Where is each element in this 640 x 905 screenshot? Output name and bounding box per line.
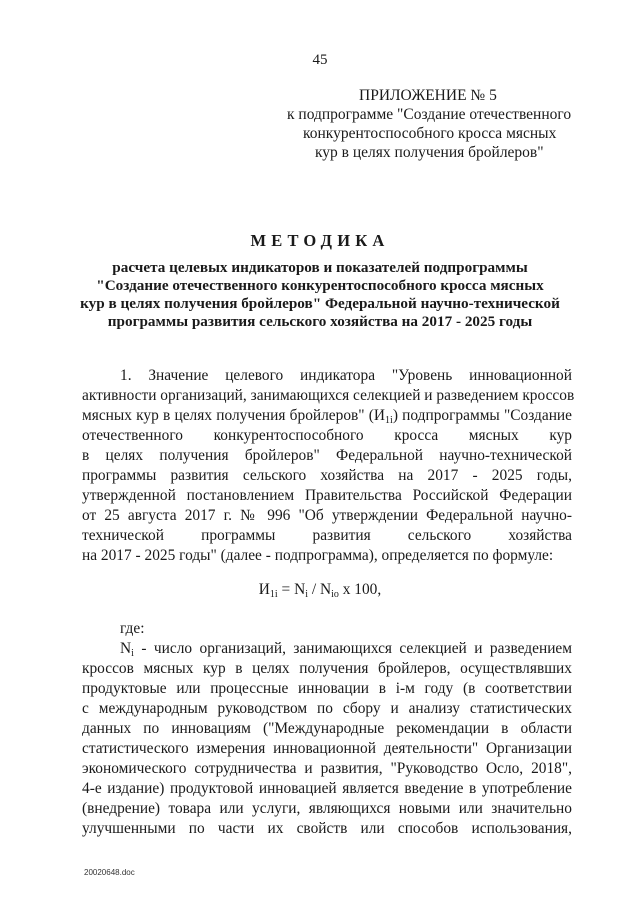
text-line: активности организаций, занимающихся селекцией и разведением кроссов [82,387,575,404]
appendix-line: к подпрограмме "Создание отечественного [287,106,572,123]
text-line: продуктовые или процессные инновации в i-м году (в соответствии [82,680,572,697]
subtitle-line: расчета целевых индикаторов и показателей подпрограммы [112,259,528,276]
text-line: с международным руководством по сбору и анализу статистических [82,700,572,717]
subtitle-line: программы развития сельского хозяйства на 2017 - 2025 годы [107,313,533,330]
appendix-heading: ПРИЛОЖЕНИЕ № 5 [359,87,497,104]
text-line: технической программы развития сельского хозяйства [82,527,572,544]
text-line: на 2017 - 2025 годы" (далее - подпрограмма), определяется по формуле: [82,547,554,564]
text-line: (внедрение) товара или услуги, являющихся новыми или значительно [82,800,572,817]
text-line: экономического сотрудничества и развития, "Руководство Осло, 2018", [82,760,572,777]
subtitle-line: "Создание отечественного конкурентоспособного кросса мясных [96,277,544,294]
text-line: $N_i$ - число организаций, занимающихся селекцией и разведением [120,640,572,659]
text-line: от 25 августа 2017 г. № 996 "Об утверждении Федеральной научно- [82,507,572,524]
text-line: мясных кур в целях получения бройлеров" $(И_{1i})$ подпрограммы "Создание [82,407,573,426]
subtitle-line: кур в целях получения бройлеров" Федеральной научно-технической [80,295,560,312]
text-line: утвержденной постановлением Правительства Российской Федерации [82,487,572,504]
text-line: программы развития сельского хозяйства на 2017 - 2025 годы, [82,467,572,484]
text-line: данных по инновациям ("Международные рекомендации в области [82,720,572,737]
text-line: 4-е издание) продуктовой инновацией является введение в употребление [82,780,572,797]
appendix-line: конкурентоспособного кросса мясных [303,125,557,142]
file-name-footer: 20020648.doc [84,868,135,877]
where-label: где: [120,620,145,637]
text-line: кроссов мясных кур в целях получения бройлеров, осуществлявших [82,660,572,677]
text-line: 1. Значение целевого индикатора "Уровень инновационной [120,367,572,384]
text-line: статистического измерения инновационной деятельности" Организации [82,740,572,757]
text-line: в целях получения бройлеров" Федеральной научно-технической [82,447,572,464]
page-number: 45 [312,52,328,68]
text-line: отечественного конкурентоспособного кросса мясных кур [82,427,572,444]
formula: $И_{1i} = N_i / N_{io}$ x 100, [258,581,382,600]
document-title: МЕТОДИКА [250,231,390,250]
appendix-line: кур в целях получения бройлеров" [315,144,544,161]
text-line: улучшенными по части их свойств или способов использования, [82,820,572,837]
